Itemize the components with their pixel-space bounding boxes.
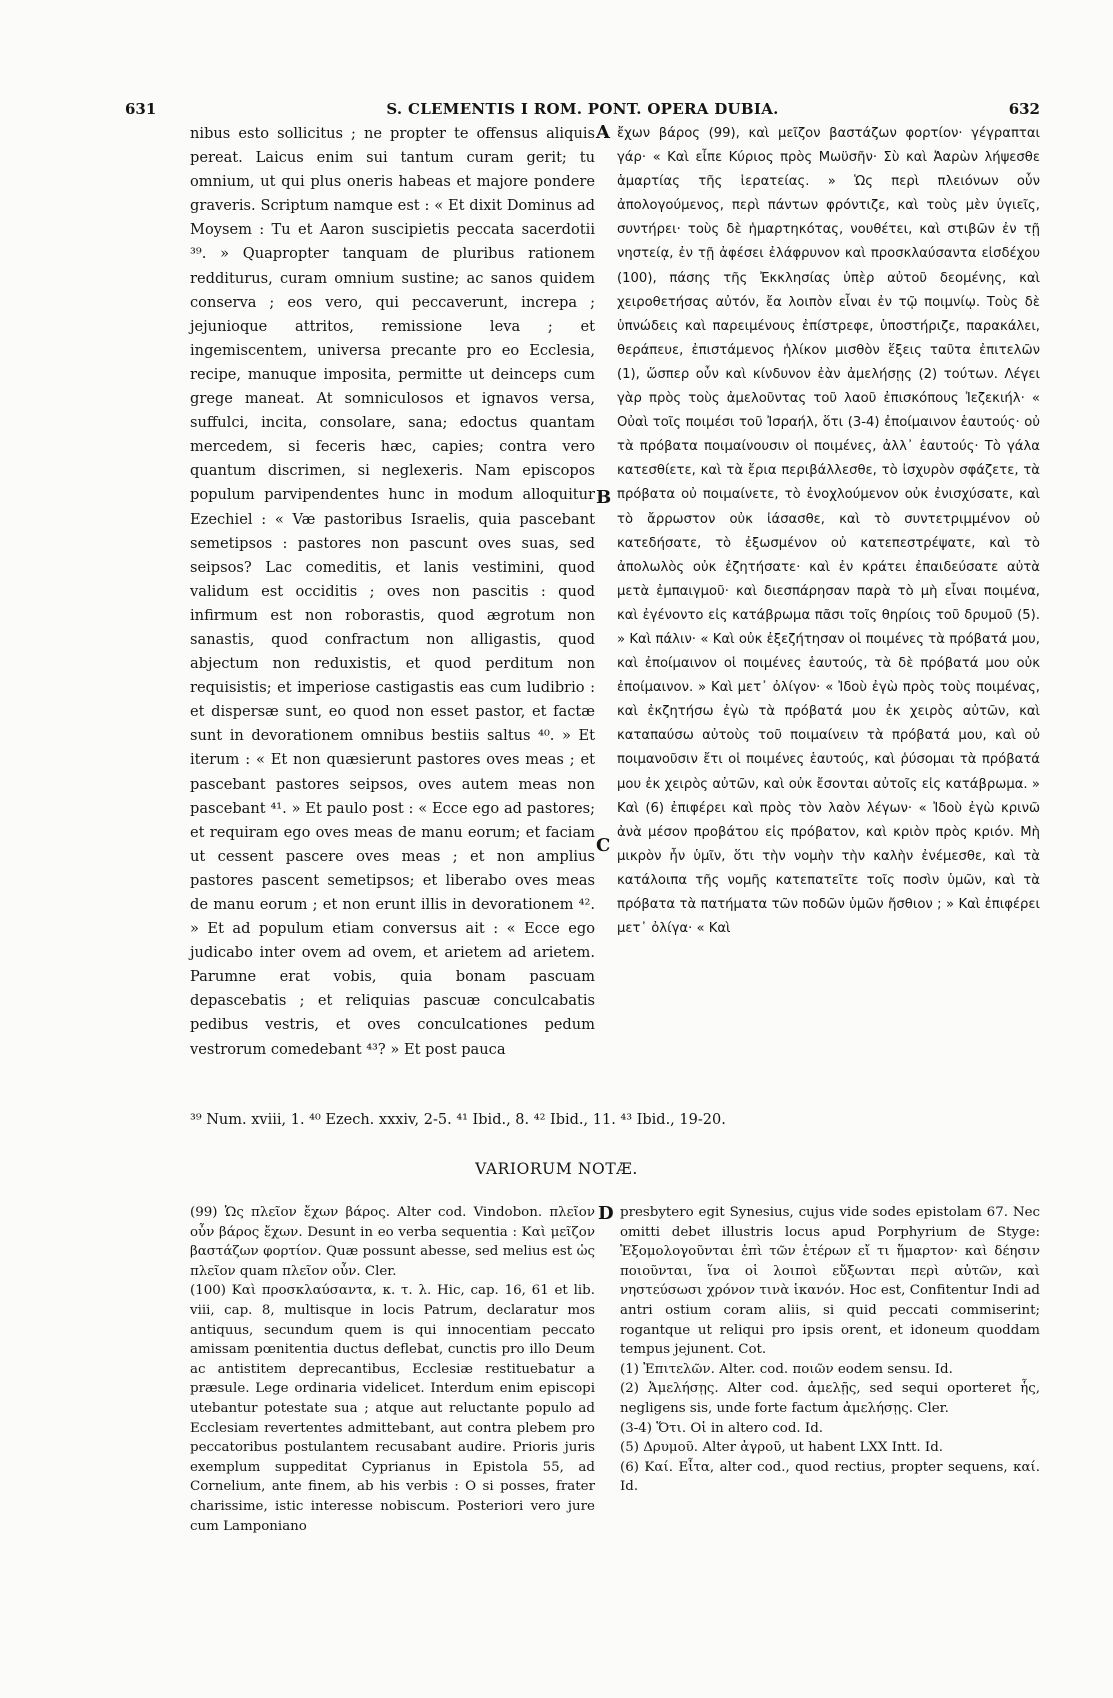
note-6: (6) Καί. Εἶτα, alter cod., quod rectius, propter sequens, καί. Id. — [620, 1459, 1040, 1495]
page-number-left: 631 — [125, 100, 157, 118]
note-100-continued: presbytero egit Synesius, cujus vide sodes epistolam 67. Nec omitti debet illustris locus apud Porphyrium de Styge: Ἐξομολογοῦνται ἐπὶ τῶν ἑτέρων εἴ τι ἥμαρτον· καὶ δέησιν ποιοῦνται, ἵνα οἱ λοιποὶ εὔξωνται περὶ αὐτῶν, καὶ νηστεύσωσι χρόνον τινὰ ἱκανόν. Hoc est, Confitentur Indi ad antri ostium coram aliis, si quid peccati commiserint; rogantque ut reliqui pro ipsis orent, et idoneum quoddam tempus jejunent. Cot. — [620, 1205, 1040, 1358]
section-marker-d: D — [598, 1203, 614, 1224]
note-3-4: (3-4) Ὅτι. Οἱ in altero cod. Id. — [620, 1420, 824, 1436]
scripture-references: ³⁹ Num. xviii, 1. ⁴⁰ Ezech. xxxiv, 2-5. ⁴¹ Ibid., 8. ⁴² Ibid., 11. ⁴³ Ibid., 19-20. — [190, 1112, 726, 1128]
latin-text-column — [190, 122, 595, 1062]
note-99: (99) Ὡς πλεῖον ἔχων βάρος. Alter cod. Vindobon. πλεῖον οὖν βάρος ἔχων. Desunt in eo verba sequentia : Καὶ μεῖζον βαστάζων φορτίον. Quæ possunt abesse, sed melius est ὡς πλεῖον quam πλεῖον οὖν. Cler. — [190, 1205, 595, 1279]
latin-paragraph: nibus esto sollicitus ; ne propter te offensus aliquis pereat. Laicus enim sui tantum curam gerit; tu omnium, ut qui plus oneris habeas et majore pondere graveris. Scriptum namque est : « Et dixit Dominus ad Moysem : Tu et Aaron suscipietis peccata sacerdotii ³⁹. » Quapropter tanquam de pluribus rationem redditurus, curam omnium sustine; ac sanos quidem conserva ; eos vero, qui peccaverunt, increpa ; jejunioque attritos, remissione leva ; et ingemiscentem, universa precante pro eo Ecclesia, recipe, manuque imposita, permitte ut deinceps cum grege maneat. At somniculosos et ignavos versa, suffulci, incita, consolare, sana; edoctus quantam mercedem, si feceris hæc, capies; contra vero quantum discrimen, si neglexeris. Nam episcopos populum parvipendentes hunc in modum alloquitur Ezechiel : « Væ pastoribus Israelis, quia pascebant semetipsos : pastores non pascunt oves suas, sed seipsos? Lac comeditis, et lanis vestimini, quod validum est occiditis ; oves non pascitis : quod infirmum est non roborastis, quod ægrotum non sanastis, quod confractum non alligastis, quod abjectum non reduxistis, et quod perditum non requisistis; et imperiose castigastis eas cum ludibrio : et dispersæ sunt, eo quod non esset pastor, et factæ sunt in devorationem omnibus bestiis saltus ⁴⁰. » Et iterum : « Et non quæsierunt pastores oves meas ; et pascebant pastores seipsos, oves autem meas non pascebant ⁴¹. » Et paulo post : « Ecce ego ad pastores; et requiram ego oves meas de manu eorum; et faciam ut cessent pascere oves meas ; et non amplius pastores pascent semetipsos; et liberabo oves meas de manu eorum ; et non erunt illis in devorationem ⁴². » Et ad populum etiam conversus ait : « Ecce ego judicabo inter ovem ad ovem, et arietem ad arietem. Parumne erat vobis, quia bonam pascuam depascebatis ; et reliquias pascuæ conculcabatis pedibus vestris, et oves conculcationes pedum vestrorum comedebant ⁴³? » Et post pauca — [190, 125, 595, 1058]
note-5: (5) Δρυμοῦ. Alter ἀγροῦ, ut habent LXX Intt. Id. — [620, 1440, 944, 1456]
note-1: (1) Ἐπιτελῶν. Alter. cod. ποιῶν eodem sensu. Id. — [620, 1361, 953, 1377]
section-marker-a: A — [596, 122, 610, 143]
notes-title: VARIORUM NOTÆ. — [475, 1160, 638, 1178]
greek-text-column — [617, 122, 1040, 941]
notes-right-column — [620, 1203, 1040, 1497]
notes-left-column — [190, 1203, 595, 1536]
note-100: (100) Καὶ προσκλαύσαντα, κ. τ. λ. Hic, cap. 16, 61 et lib. viii, cap. 8, multisque in locis Patrum, declaratur mos antiquus, secundum quem is qui innocentiam peccato amissam pœnitentia ductus deflebat, cunctis pro illo Deum ac antistitem deprecantibus, Ecclesiæ restituebatur a præsule. Lege ordinaria videlicet. Interdum enim episcopi utebantur potestate sua ; atque aut reluctante populo ad Ecclesiam revertentes admittebant, aut contra plebem pro peccatoribus postulantem recusabant audire. Prioris juris exemplum suppeditat Cyprianus in Epistola 55, ad Cornelium, ante finem, ab his verbis : O si posses, frater charissime, istic interesse nobiscum. Posteriori vero jure cum Lamponiano — [190, 1283, 595, 1534]
page-number-right: 632 — [1008, 100, 1040, 118]
greek-paragraph: ἔχων βάρος (99), καὶ μεῖζον βαστάζων φορτίον· γέγραπται γάρ· « Καὶ εἶπε Κύριος πρὸς Μωϋσῆν· Σὺ καὶ Ἀαρὼν λήψεσθε ἁμαρτίας τῆς ἱερατείας. » Ὡς περὶ πλειόνων οὖν ἀπολογούμενος, περὶ πάντων φρόντιζε, καὶ τοὺς μὲν ὑγιεῖς, συντήρει· τοὺς δὲ ἡμαρτηκότας, νουθέτει, καὶ στιβῶν ἐν τῇ νηστείᾳ, ἐν τῇ ἀφέσει ἐλάφρυνον καὶ προσκλαύσαντα εἰσδέχου (100), πάσης τῆς Ἐκκλησίας ὑπὲρ αὐτοῦ δεομένης, καὶ χειροθετήσας αὐτόν, ἔα λοιπὸν εἶναι ἐν τῷ ποιμνίῳ. Τοὺς δὲ ὑπνώδεις καὶ παρειμένους ἐπίστρεφε, ὑποστήριζε, παρακάλει, θεράπευε, ἐπιστάμενος ἡλίκον μισθὸν ἕξεις ταῦτα ἐπιτελῶν (1), ὥσπερ οὖν καὶ κίνδυνον ἐὰν ἀμελήσῃς (2) τούτων. Λέγει γὰρ πρὸς τοὺς ἀμελοῦντας τοῦ λαοῦ ἐπισκόπους Ἰεζεκιήλ· « Οὐαὶ τοῖς ποιμέσι τοῦ Ἰσραήλ, ὅτι (3-4) ἐποίμαινον ἑαυτούς· οὐ τὰ πρόβατα ποιμαίνουσιν οἱ ποιμένες, ἀλλ᾽ ἑαυτούς· Τὸ γάλα κατεσθίετε, καὶ τὰ ἔρια περιβάλλεσθε, τὸ ἰσχυρὸν σφάζετε, τὰ πρόβατα οὐ ποιμαίνετε, τὸ ἐνοχλούμενον οὐκ ἐνισχύσατε, καὶ τὸ ἄρρωστον οὐκ ἰάσασθε, καὶ τὸ συντετριμμένον οὐ κατεδήσατε, τὸ ἐξωσμένον οὐ κατεπεστρέψατε, καὶ τὸ ἀπολωλὸς οὐκ ἐζητήσατε· καὶ ἐν κράτει ἐπαιδεύσατε αὐτὰ μετὰ ἐμπαιγμοῦ· καὶ διεσπάρησαν παρὰ τὸ μὴ εἶναι ποιμένα, καὶ ἐγένοντο εἰς κατάβρωμα πᾶσι τοῖς θηρίοις τοῦ δρυμοῦ (5). » Καὶ πάλιν· « Καὶ οὐκ ἐξεζήτησαν οἱ ποιμένες τὰ πρόβατά μου, καὶ ἐποίμαινον οἱ ποιμένες ἑαυτούς, τὰ δὲ πρόβατά μου οὐκ ἐποίμαινον. » Καὶ μετ᾽ ὀλίγον· « Ἰδοὺ ἐγὼ πρὸς τοὺς ποιμένας, καὶ ἐκζητήσω ἐγὼ τὰ πρόβατά μου ἐκ χειρὸς αὐτῶν, καὶ καταπαύσω αὐτοὺς τοῦ ποιμαίνειν τὰ πρόβατά μου, καὶ οὐ ποιμανοῦσιν ἔτι οἱ ποιμένες ἑαυτούς, καὶ ῥύσομαι τὰ πρόβατά μου ἐκ χειρὸς αὐτῶν, καὶ οὐκ ἔσονται αὐτοῖς εἰς κατάβρωμα. » Καὶ (6) ἐπιφέρει καὶ πρὸς τὸν λαὸν λέγων· « Ἰδοὺ ἐγὼ κρινῶ ἀνὰ μέσον προβάτου εἰς πρόβατον, καὶ κριὸν πρὸς κριόν. Μὴ μικρὸν ἦν ὑμῖν, ὅτι τὴν νομὴν τὴν καλὴν ἐνέμεσθε, καὶ τὰ κατάλοιπα τῆς νομῆς κατεπατεῖτε τοῖς ποσὶν ὑμῶν, καὶ τὰ πρόβατα τὰ πατήματα τῶν ποδῶν ὑμῶν ἤσθιον ; » Καὶ ἐπιφέρει μετ᾽ ὀλίγα· « Καὶ — [617, 126, 1040, 937]
page-header — [125, 100, 1040, 124]
section-marker-c: C — [596, 835, 611, 856]
note-2: (2) Ἀμελήσῃς. Alter cod. ἀμελῇς, sed sequi oporteret ἧς, negligens sis, unde forte factum ἀμελήσῃς. Cler. — [620, 1381, 1040, 1416]
section-marker-b: B — [596, 487, 612, 508]
running-title: S. CLEMENTIS I ROM. PONT. OPERA DUBIA. — [386, 100, 779, 118]
